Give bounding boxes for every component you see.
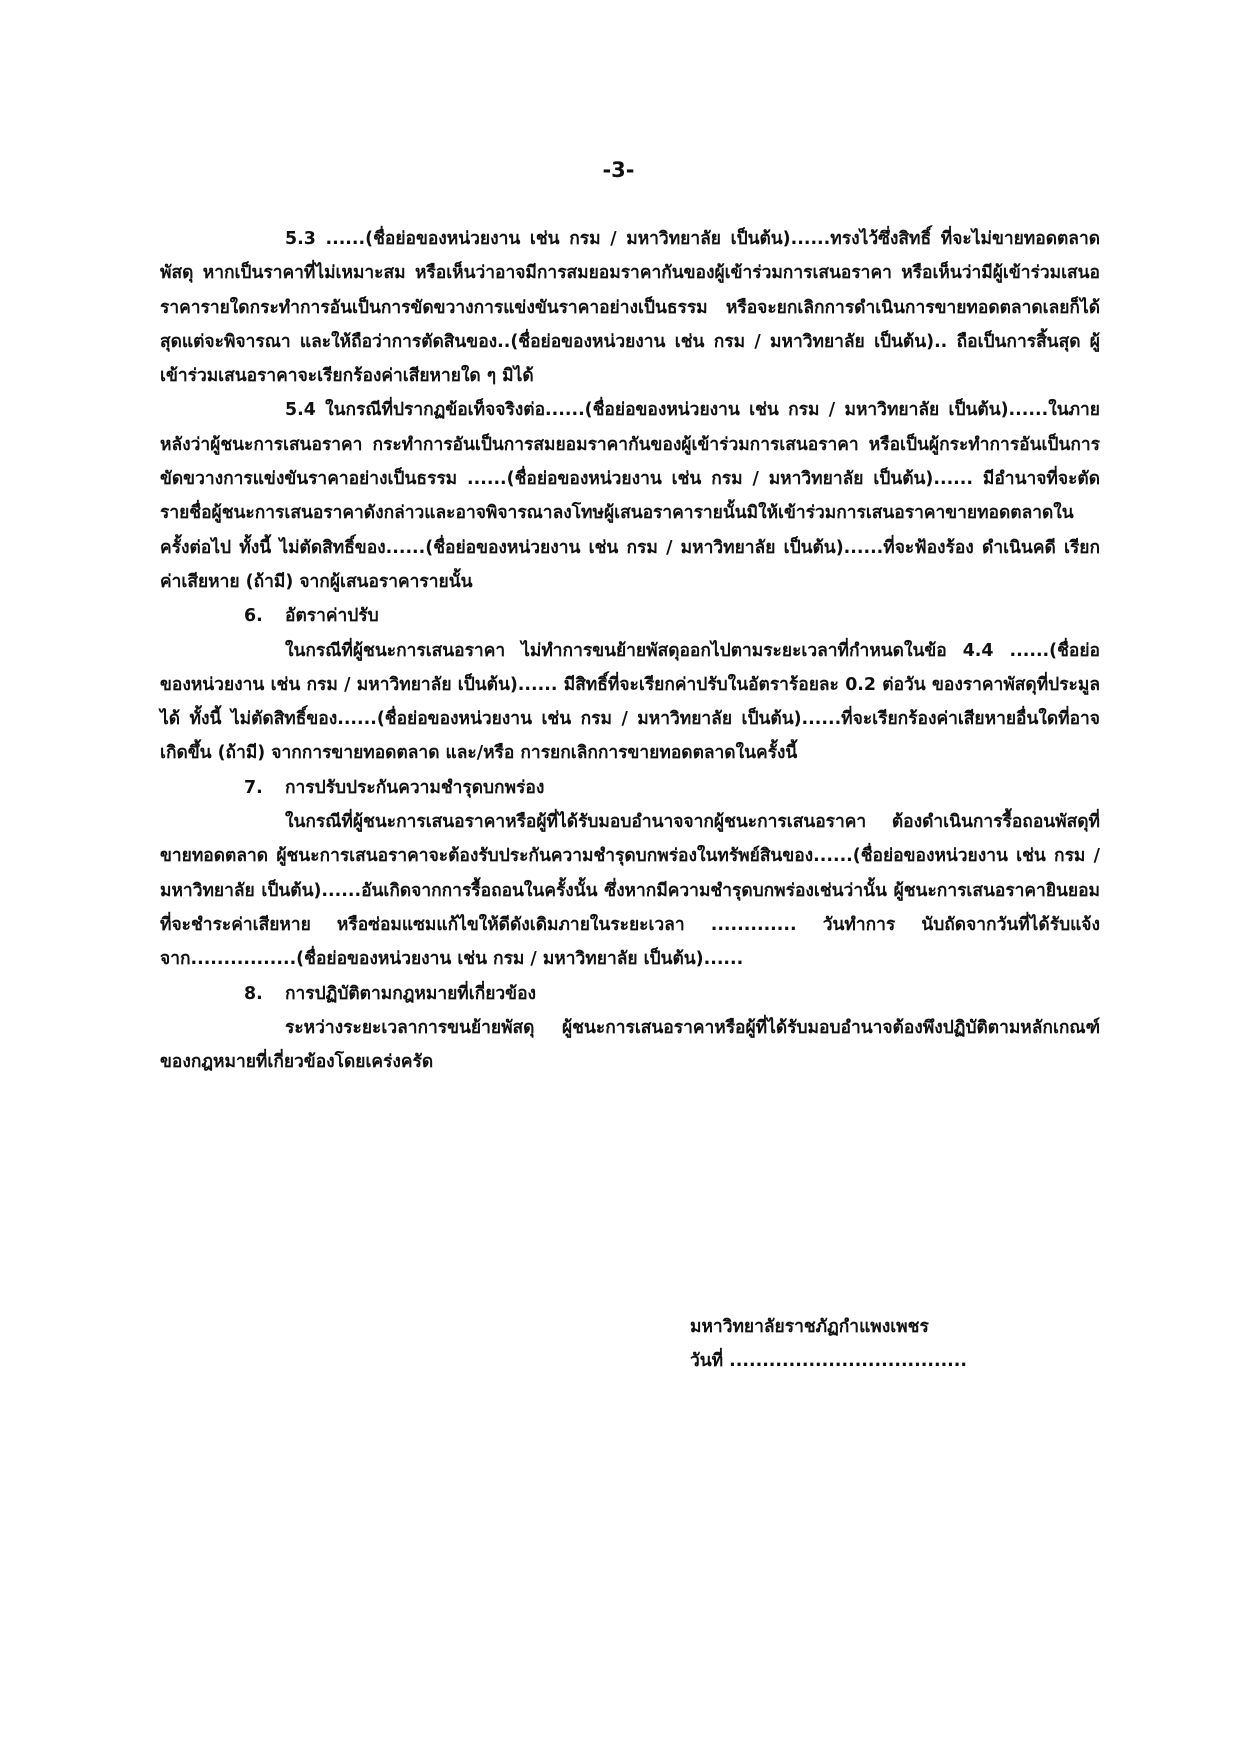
signature-institution: มหาวิทยาลัยราชภัฏกำแพงเพชร bbox=[690, 1317, 929, 1337]
section-8-text: ระหว่างระยะเวลาการขนย้ายพัสดุ ผู้ชนะการเสนอราคาหรือผู้ที่ได้รับมอบอำนาจต้องพึงปฏิบัติตามหลักเกณฑ์ของกฎหมายที่เกี่ยวข้องโดยเคร่งครัด bbox=[160, 1017, 1100, 1073]
section-7-text: ในกรณีที่ผู้ชนะการเสนอราคาหรือผู้ที่ได้รับมอบอำนาจจากผู้ชนะการเสนอราคา ต้องดำเนินการรื้อถอนพัสดุที่ขายทอดตลาด ผู้ชนะการเสนอราคาจะต้องรับประกันความชำรุดบกพร่องในทรัพย์สินของ......(ชื่อย่อของหน่วยงาน เช่น กรม / มหาวิทยาลัย เป็นต้น)......อันเกิดจากการรื้อถอนในครั้งนั้น ซึ่งหากมีความชำรุดบกพร่องเช่นว่านั้น ผู้ชนะการเสนอราคายินยอมที่จะชำระค่าเสียหาย หรือซ่อมแซมแก้ไขให้ดีดังเดิมภายในระยะเวลา ............. วันทำการ นับถัดจากวันที่ได้รับแจ้งจาก................(ชื่อย่อของหน่วยงาน เช่น กรม / มหาวิทยาลัย เป็นต้น)...... bbox=[160, 812, 1100, 970]
page-number: -3- bbox=[602, 158, 635, 182]
section-6-title: อัตราค่าปรับ bbox=[285, 606, 379, 627]
section-6-text: ในกรณีที่ผู้ชนะการเสนอราคา ไม่ทำการขนย้ายพัสดุออกไปตามระยะเวลาที่กำหนดในข้อ 4.4 ......(ชื่อย่อของหน่วยงาน เช่น กรม / มหาวิทยาลัย เป็นต้น)...... มีสิทธิ์ที่จะเรียกค่าปรับในอัตราร้อยละ 0.2 ต่อวัน ของราคาพัสดุที่ประมูลได้ ทั้งนี้ ไม่ตัดสิทธิ์ของ......(ชื่อย่อของหน่วยงาน เช่น กรม / มหาวิทยาลัย เป็นต้น)......ที่จะเรียกร้องค่าเสียหายอื่นใดที่อาจเกิดขึ้น (ถ้ามี) จากการขายทอดตลาด และ/หรือ การยกเลิกการขายทอดตลาดในครั้งนี้ bbox=[160, 640, 1100, 764]
signature-block bbox=[690, 1310, 967, 1378]
section-8-number: 8. bbox=[244, 983, 263, 1004]
section-6-number: 6. bbox=[244, 606, 263, 627]
signature-date-line: วันที่ .................................... bbox=[690, 1351, 968, 1371]
section-7-number: 7. bbox=[244, 777, 263, 798]
section-7-heading bbox=[160, 771, 1100, 805]
section-8-title: การปฏิบัติตามกฎหมายที่เกี่ยวข้อง bbox=[285, 983, 537, 1004]
section-7-title: การปรับประกันความชำรุดบกพร่อง bbox=[285, 777, 545, 798]
clause-5-3: 5.3 ......(ชื่อย่อของหน่วยงาน เช่น กรม / มหาวิทยาลัย เป็นต้น)......ทรงไว้ซึ่งสิทธิ์ ที่จะไม่ขายทอดตลาดพัสดุ หากเป็นราคาที่ไม่เหมาะสม หรือเห็นว่าอาจมีการสมยอมราคากันของผู้เข้าร่วมการเสนอราคา หรือเห็นว่ามีผู้เข้าร่วมเสนอราคารายใดกระทำการอันเป็นการขัดขวางการแข่งขันราคาอย่างเป็นธรรม หรือจะยกเลิกการดำเนินการขายทอดตลาดเลยก็ได้ สุดแต่จะพิจารณา และให้ถือว่าการตัดสินของ..(ชื่อย่อของหน่วยงาน เช่น กรม / มหาวิทยาลัย เป็นต้น).. ถือเป็นการสิ้นสุด ผู้เข้าร่วมเสนอราคาจะเรียกร้องค่าเสียหายใด ๆ มิได้ bbox=[160, 229, 1100, 387]
document-body bbox=[160, 222, 1100, 1079]
clause-5-4: 5.4 ในกรณีที่ปรากฏข้อเท็จจริงต่อ......(ชื่อย่อของหน่วยงาน เช่น กรม / มหาวิทยาลัย เป็นต้น)......ในภายหลังว่าผู้ชนะการเสนอราคา กระทำการอันเป็นการสมยอมราคากันของผู้เข้าร่วมการเสนอราคา หรือเป็นผู้กระทำการอันเป็นการขัดขวางการแข่งขันราคาอย่างเป็นธรรม ......(ชื่อย่อของหน่วยงาน เช่น กรม / มหาวิทยาลัย เป็นต้น)...... มีอำนาจที่จะตัดรายชื่อผู้ชนะการเสนอราคาดังกล่าวและอาจพิจารณาลงโทษผู้เสนอราคารายนั้นมิให้เข้าร่วมการเสนอราคาขายทอดตลาดในครั้งต่อไป ทั้งนี้ ไม่ตัดสิทธิ์ของ......(ชื่อย่อของหน่วยงาน เช่น กรม / มหาวิทยาลัย เป็นต้น)......ที่จะฟ้องร้อง ดำเนินคดี เรียกค่าเสียหาย (ถ้ามี) จากผู้เสนอราคารายนั้น bbox=[160, 400, 1100, 592]
section-6-heading bbox=[160, 599, 1100, 633]
section-8-heading bbox=[160, 977, 1100, 1011]
